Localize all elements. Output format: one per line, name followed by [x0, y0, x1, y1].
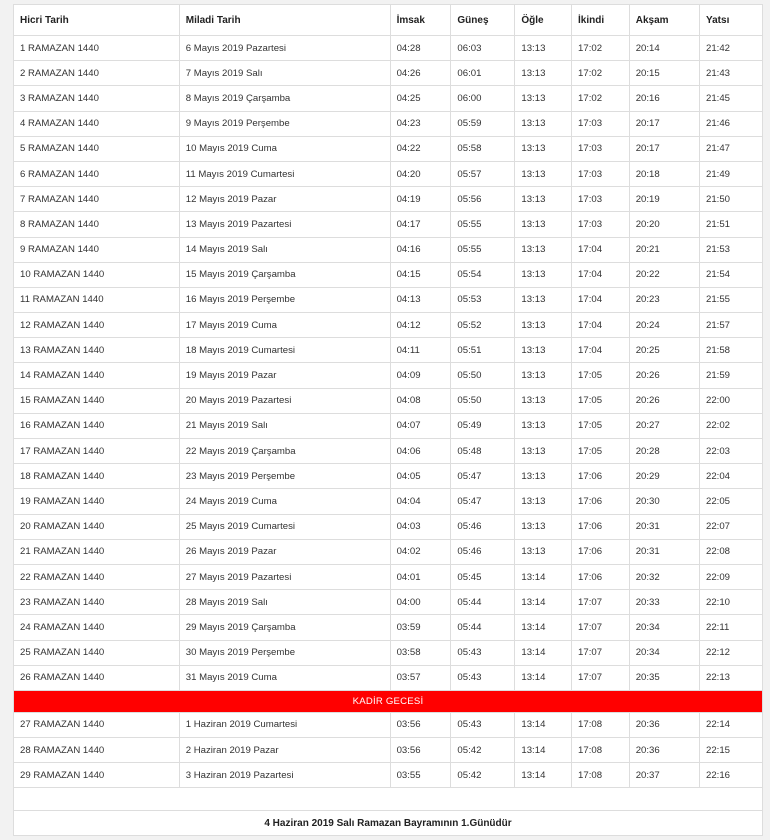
cell-hicri: 17 RAMAZAN 1440: [14, 439, 180, 464]
cell-miladi: 29 Mayıs 2019 Çarşamba: [179, 615, 390, 640]
cell-aksam: 20:36: [629, 712, 699, 737]
ramadan-timetable-container: [13, 4, 763, 836]
cell-aksam: 20:34: [629, 640, 699, 665]
cell-ikindi: 17:05: [572, 388, 630, 413]
cell-imsak: 04:07: [390, 413, 451, 438]
table-row: [14, 514, 763, 539]
cell-miladi: 2 Haziran 2019 Pazar: [179, 738, 390, 763]
cell-miladi: 10 Mayıs 2019 Cuma: [179, 136, 390, 161]
cell-yatsi: 22:08: [700, 539, 763, 564]
cell-gunes: 05:55: [451, 212, 515, 237]
cell-yatsi: 22:12: [700, 640, 763, 665]
table-body-before: [14, 36, 763, 691]
cell-miladi: 16 Mayıs 2019 Perşembe: [179, 287, 390, 312]
table-row: [14, 161, 763, 186]
cell-gunes: 05:51: [451, 338, 515, 363]
cell-ogle: 13:13: [515, 413, 572, 438]
cell-imsak: 04:05: [390, 464, 451, 489]
cell-aksam: 20:21: [629, 237, 699, 262]
cell-ikindi: 17:07: [572, 640, 630, 665]
table-body-highlight: [14, 690, 763, 712]
table-row: [14, 489, 763, 514]
cell-hicri: 20 RAMAZAN 1440: [14, 514, 180, 539]
table-body-after: [14, 712, 763, 788]
cell-imsak: 04:16: [390, 237, 451, 262]
cell-ikindi: 17:05: [572, 439, 630, 464]
cell-imsak: 04:23: [390, 111, 451, 136]
cell-yatsi: 21:53: [700, 237, 763, 262]
cell-miladi: 11 Mayıs 2019 Cumartesi: [179, 161, 390, 186]
cell-hicri: 11 RAMAZAN 1440: [14, 287, 180, 312]
cell-gunes: 05:46: [451, 539, 515, 564]
table-row: [14, 413, 763, 438]
cell-hicri: 24 RAMAZAN 1440: [14, 615, 180, 640]
cell-aksam: 20:15: [629, 61, 699, 86]
cell-miladi: 12 Mayıs 2019 Pazar: [179, 187, 390, 212]
cell-yatsi: 22:00: [700, 388, 763, 413]
cell-ikindi: 17:03: [572, 161, 630, 186]
cell-ikindi: 17:03: [572, 212, 630, 237]
table-row: [14, 388, 763, 413]
cell-gunes: 05:45: [451, 564, 515, 589]
cell-ogle: 13:13: [515, 187, 572, 212]
cell-imsak: 04:26: [390, 61, 451, 86]
cell-gunes: 05:43: [451, 665, 515, 690]
cell-ogle: 13:13: [515, 514, 572, 539]
cell-ogle: 13:13: [515, 489, 572, 514]
cell-ogle: 13:13: [515, 338, 572, 363]
cell-hicri: 9 RAMAZAN 1440: [14, 237, 180, 262]
cell-hicri: 12 RAMAZAN 1440: [14, 313, 180, 338]
cell-aksam: 20:30: [629, 489, 699, 514]
cell-ogle: 13:13: [515, 36, 572, 61]
table-row: [14, 640, 763, 665]
cell-yatsi: 22:10: [700, 590, 763, 615]
table-row: [14, 61, 763, 86]
cell-miladi: 20 Mayıs 2019 Pazartesi: [179, 388, 390, 413]
cell-miladi: 28 Mayıs 2019 Salı: [179, 590, 390, 615]
cell-ogle: 13:14: [515, 712, 572, 737]
cell-miladi: 8 Mayıs 2019 Çarşamba: [179, 86, 390, 111]
cell-imsak: 04:25: [390, 86, 451, 111]
cell-aksam: 20:32: [629, 564, 699, 589]
cell-miladi: 31 Mayıs 2019 Cuma: [179, 665, 390, 690]
cell-ikindi: 17:08: [572, 763, 630, 788]
cell-gunes: 05:50: [451, 388, 515, 413]
cell-ogle: 13:13: [515, 111, 572, 136]
table-row: [14, 363, 763, 388]
table-row: [14, 86, 763, 111]
cell-imsak: 04:22: [390, 136, 451, 161]
cell-hicri: 22 RAMAZAN 1440: [14, 564, 180, 589]
cell-gunes: 05:55: [451, 237, 515, 262]
table-row: [14, 36, 763, 61]
header-hicri-tarih: Hicri Tarih: [14, 5, 180, 36]
cell-hicri: 21 RAMAZAN 1440: [14, 539, 180, 564]
cell-yatsi: 22:05: [700, 489, 763, 514]
cell-gunes: 06:00: [451, 86, 515, 111]
cell-miladi: 3 Haziran 2019 Pazartesi: [179, 763, 390, 788]
cell-yatsi: 22:16: [700, 763, 763, 788]
cell-hicri: 29 RAMAZAN 1440: [14, 763, 180, 788]
table-row: [14, 712, 763, 737]
cell-ikindi: 17:03: [572, 111, 630, 136]
kadir-gecesi-row: [14, 690, 763, 712]
cell-ikindi: 17:05: [572, 413, 630, 438]
cell-yatsi: 21:43: [700, 61, 763, 86]
cell-ogle: 13:14: [515, 738, 572, 763]
table-row: [14, 439, 763, 464]
cell-aksam: 20:22: [629, 262, 699, 287]
cell-miladi: 18 Mayıs 2019 Cumartesi: [179, 338, 390, 363]
cell-miladi: 21 Mayıs 2019 Salı: [179, 413, 390, 438]
cell-miladi: 13 Mayıs 2019 Pazartesi: [179, 212, 390, 237]
cell-gunes: 05:42: [451, 738, 515, 763]
cell-ogle: 13:13: [515, 161, 572, 186]
cell-miladi: 14 Mayıs 2019 Salı: [179, 237, 390, 262]
cell-ikindi: 17:04: [572, 287, 630, 312]
table-row: [14, 590, 763, 615]
cell-imsak: 04:28: [390, 36, 451, 61]
cell-ikindi: 17:02: [572, 36, 630, 61]
cell-ikindi: 17:04: [572, 237, 630, 262]
cell-miladi: 23 Mayıs 2019 Perşembe: [179, 464, 390, 489]
cell-imsak: 04:20: [390, 161, 451, 186]
cell-aksam: 20:37: [629, 763, 699, 788]
cell-miladi: 7 Mayıs 2019 Salı: [179, 61, 390, 86]
table-row: [14, 539, 763, 564]
cell-aksam: 20:17: [629, 111, 699, 136]
table-row: [14, 212, 763, 237]
cell-ikindi: 17:06: [572, 564, 630, 589]
cell-hicri: 16 RAMAZAN 1440: [14, 413, 180, 438]
cell-gunes: 05:58: [451, 136, 515, 161]
cell-gunes: 05:44: [451, 615, 515, 640]
cell-imsak: 04:00: [390, 590, 451, 615]
cell-yatsi: 21:57: [700, 313, 763, 338]
header-ogle: Öğle: [515, 5, 572, 36]
cell-yatsi: 21:58: [700, 338, 763, 363]
cell-miladi: 19 Mayıs 2019 Pazar: [179, 363, 390, 388]
cell-ikindi: 17:04: [572, 338, 630, 363]
cell-ikindi: 17:06: [572, 489, 630, 514]
table-body-footer: [14, 788, 763, 836]
cell-aksam: 20:19: [629, 187, 699, 212]
cell-yatsi: 21:46: [700, 111, 763, 136]
cell-imsak: 04:15: [390, 262, 451, 287]
cell-ogle: 13:13: [515, 61, 572, 86]
cell-imsak: 04:02: [390, 539, 451, 564]
cell-ikindi: 17:02: [572, 86, 630, 111]
cell-hicri: 2 RAMAZAN 1440: [14, 61, 180, 86]
cell-hicri: 23 RAMAZAN 1440: [14, 590, 180, 615]
table-row: [14, 111, 763, 136]
table-row: [14, 287, 763, 312]
cell-aksam: 20:27: [629, 413, 699, 438]
cell-imsak: 04:06: [390, 439, 451, 464]
cell-hicri: 27 RAMAZAN 1440: [14, 712, 180, 737]
header-ikindi: İkindi: [572, 5, 630, 36]
cell-ikindi: 17:03: [572, 136, 630, 161]
cell-yatsi: 22:11: [700, 615, 763, 640]
cell-imsak: 03:58: [390, 640, 451, 665]
cell-hicri: 1 RAMAZAN 1440: [14, 36, 180, 61]
table-row: [14, 237, 763, 262]
cell-imsak: 04:19: [390, 187, 451, 212]
cell-yatsi: 22:03: [700, 439, 763, 464]
cell-yatsi: 21:45: [700, 86, 763, 111]
cell-aksam: 20:14: [629, 36, 699, 61]
cell-ikindi: 17:06: [572, 514, 630, 539]
cell-gunes: 05:56: [451, 187, 515, 212]
cell-imsak: 03:57: [390, 665, 451, 690]
cell-aksam: 20:24: [629, 313, 699, 338]
cell-gunes: 05:57: [451, 161, 515, 186]
cell-miladi: 26 Mayıs 2019 Pazar: [179, 539, 390, 564]
cell-hicri: 28 RAMAZAN 1440: [14, 738, 180, 763]
cell-hicri: 3 RAMAZAN 1440: [14, 86, 180, 111]
cell-ogle: 13:13: [515, 237, 572, 262]
cell-yatsi: 21:50: [700, 187, 763, 212]
cell-imsak: 03:55: [390, 763, 451, 788]
cell-gunes: 05:59: [451, 111, 515, 136]
cell-yatsi: 21:49: [700, 161, 763, 186]
cell-hicri: 26 RAMAZAN 1440: [14, 665, 180, 690]
cell-ogle: 13:13: [515, 439, 572, 464]
cell-ikindi: 17:07: [572, 615, 630, 640]
header-yatsi: Yatsı: [700, 5, 763, 36]
cell-miladi: 15 Mayıs 2019 Çarşamba: [179, 262, 390, 287]
header-miladi-tarih: Miladi Tarih: [179, 5, 390, 36]
cell-aksam: 20:36: [629, 738, 699, 763]
cell-yatsi: 22:04: [700, 464, 763, 489]
cell-ikindi: 17:05: [572, 363, 630, 388]
cell-yatsi: 22:15: [700, 738, 763, 763]
cell-imsak: 04:01: [390, 564, 451, 589]
cell-ogle: 13:14: [515, 615, 572, 640]
cell-aksam: 20:29: [629, 464, 699, 489]
cell-ikindi: 17:03: [572, 187, 630, 212]
cell-ogle: 13:14: [515, 763, 572, 788]
cell-gunes: 05:48: [451, 439, 515, 464]
table-row: [14, 738, 763, 763]
cell-gunes: 05:54: [451, 262, 515, 287]
cell-aksam: 20:31: [629, 514, 699, 539]
header-gunes: Güneş: [451, 5, 515, 36]
cell-gunes: 05:47: [451, 489, 515, 514]
table-row: [14, 665, 763, 690]
cell-miladi: 30 Mayıs 2019 Perşembe: [179, 640, 390, 665]
kadir-gecesi-label: KADİR GECESİ: [14, 690, 763, 712]
cell-aksam: 20:18: [629, 161, 699, 186]
table-row: [14, 338, 763, 363]
cell-ogle: 13:13: [515, 363, 572, 388]
cell-aksam: 20:25: [629, 338, 699, 363]
cell-gunes: 05:52: [451, 313, 515, 338]
cell-gunes: 05:53: [451, 287, 515, 312]
cell-imsak: 04:09: [390, 363, 451, 388]
cell-yatsi: 22:13: [700, 665, 763, 690]
cell-hicri: 7 RAMAZAN 1440: [14, 187, 180, 212]
cell-hicri: 4 RAMAZAN 1440: [14, 111, 180, 136]
cell-aksam: 20:26: [629, 388, 699, 413]
cell-miladi: 22 Mayıs 2019 Çarşamba: [179, 439, 390, 464]
table-row: [14, 763, 763, 788]
cell-aksam: 20:33: [629, 590, 699, 615]
cell-hicri: 19 RAMAZAN 1440: [14, 489, 180, 514]
cell-imsak: 03:56: [390, 712, 451, 737]
cell-miladi: 27 Mayıs 2019 Pazartesi: [179, 564, 390, 589]
table-row: [14, 262, 763, 287]
cell-gunes: 05:42: [451, 763, 515, 788]
table-header-row: [14, 5, 763, 36]
cell-yatsi: 22:07: [700, 514, 763, 539]
cell-aksam: 20:17: [629, 136, 699, 161]
cell-miladi: 17 Mayıs 2019 Cuma: [179, 313, 390, 338]
cell-imsak: 03:56: [390, 738, 451, 763]
header-aksam: Akşam: [629, 5, 699, 36]
cell-ikindi: 17:06: [572, 539, 630, 564]
cell-ikindi: 17:08: [572, 738, 630, 763]
cell-gunes: 05:47: [451, 464, 515, 489]
cell-yatsi: 22:09: [700, 564, 763, 589]
cell-ogle: 13:13: [515, 539, 572, 564]
cell-ogle: 13:13: [515, 262, 572, 287]
cell-gunes: 05:46: [451, 514, 515, 539]
table-row: [14, 136, 763, 161]
cell-imsak: 04:13: [390, 287, 451, 312]
cell-ogle: 13:13: [515, 464, 572, 489]
table-row: [14, 464, 763, 489]
cell-hicri: 10 RAMAZAN 1440: [14, 262, 180, 287]
cell-hicri: 6 RAMAZAN 1440: [14, 161, 180, 186]
bayram-note: 4 Haziran 2019 Salı Ramazan Bayramının 1.Günüdür: [14, 811, 763, 836]
cell-ogle: 13:13: [515, 287, 572, 312]
cell-ogle: 13:13: [515, 212, 572, 237]
cell-aksam: 20:31: [629, 539, 699, 564]
cell-hicri: 25 RAMAZAN 1440: [14, 640, 180, 665]
cell-gunes: 05:43: [451, 712, 515, 737]
cell-miladi: 24 Mayıs 2019 Cuma: [179, 489, 390, 514]
cell-imsak: 04:17: [390, 212, 451, 237]
cell-aksam: 20:16: [629, 86, 699, 111]
cell-imsak: 04:04: [390, 489, 451, 514]
cell-imsak: 04:03: [390, 514, 451, 539]
table-row: [14, 187, 763, 212]
empty-row: [14, 788, 763, 811]
cell-hicri: 14 RAMAZAN 1440: [14, 363, 180, 388]
cell-yatsi: 21:59: [700, 363, 763, 388]
cell-ogle: 13:14: [515, 640, 572, 665]
cell-yatsi: 21:51: [700, 212, 763, 237]
cell-ogle: 13:13: [515, 388, 572, 413]
cell-ogle: 13:14: [515, 665, 572, 690]
cell-aksam: 20:26: [629, 363, 699, 388]
cell-hicri: 15 RAMAZAN 1440: [14, 388, 180, 413]
cell-gunes: 06:03: [451, 36, 515, 61]
cell-ogle: 13:14: [515, 564, 572, 589]
cell-hicri: 5 RAMAZAN 1440: [14, 136, 180, 161]
cell-ikindi: 17:08: [572, 712, 630, 737]
cell-ikindi: 17:07: [572, 665, 630, 690]
cell-ikindi: 17:04: [572, 313, 630, 338]
cell-miladi: 1 Haziran 2019 Cumartesi: [179, 712, 390, 737]
cell-ogle: 13:14: [515, 590, 572, 615]
cell-hicri: 18 RAMAZAN 1440: [14, 464, 180, 489]
cell-yatsi: 21:42: [700, 36, 763, 61]
cell-miladi: 25 Mayıs 2019 Cumartesi: [179, 514, 390, 539]
cell-aksam: 20:28: [629, 439, 699, 464]
cell-ikindi: 17:04: [572, 262, 630, 287]
cell-miladi: 9 Mayıs 2019 Perşembe: [179, 111, 390, 136]
cell-yatsi: 22:14: [700, 712, 763, 737]
empty-cell: [14, 788, 763, 811]
cell-ogle: 13:13: [515, 136, 572, 161]
cell-hicri: 8 RAMAZAN 1440: [14, 212, 180, 237]
cell-ikindi: 17:02: [572, 61, 630, 86]
table-row: [14, 615, 763, 640]
cell-gunes: 05:49: [451, 413, 515, 438]
cell-yatsi: 21:47: [700, 136, 763, 161]
cell-imsak: 04:12: [390, 313, 451, 338]
cell-yatsi: 22:02: [700, 413, 763, 438]
footer-row: [14, 811, 763, 836]
ramadan-timetable: [13, 4, 763, 836]
cell-aksam: 20:35: [629, 665, 699, 690]
cell-miladi: 6 Mayıs 2019 Pazartesi: [179, 36, 390, 61]
cell-aksam: 20:34: [629, 615, 699, 640]
cell-gunes: 05:50: [451, 363, 515, 388]
header-imsak: İmsak: [390, 5, 451, 36]
cell-yatsi: 21:55: [700, 287, 763, 312]
cell-ogle: 13:13: [515, 86, 572, 111]
cell-imsak: 03:59: [390, 615, 451, 640]
table-row: [14, 313, 763, 338]
cell-ikindi: 17:07: [572, 590, 630, 615]
cell-imsak: 04:11: [390, 338, 451, 363]
cell-hicri: 13 RAMAZAN 1440: [14, 338, 180, 363]
cell-ogle: 13:13: [515, 313, 572, 338]
cell-aksam: 20:20: [629, 212, 699, 237]
cell-yatsi: 21:54: [700, 262, 763, 287]
cell-ikindi: 17:06: [572, 464, 630, 489]
cell-gunes: 06:01: [451, 61, 515, 86]
cell-gunes: 05:44: [451, 590, 515, 615]
table-row: [14, 564, 763, 589]
cell-imsak: 04:08: [390, 388, 451, 413]
cell-gunes: 05:43: [451, 640, 515, 665]
cell-aksam: 20:23: [629, 287, 699, 312]
